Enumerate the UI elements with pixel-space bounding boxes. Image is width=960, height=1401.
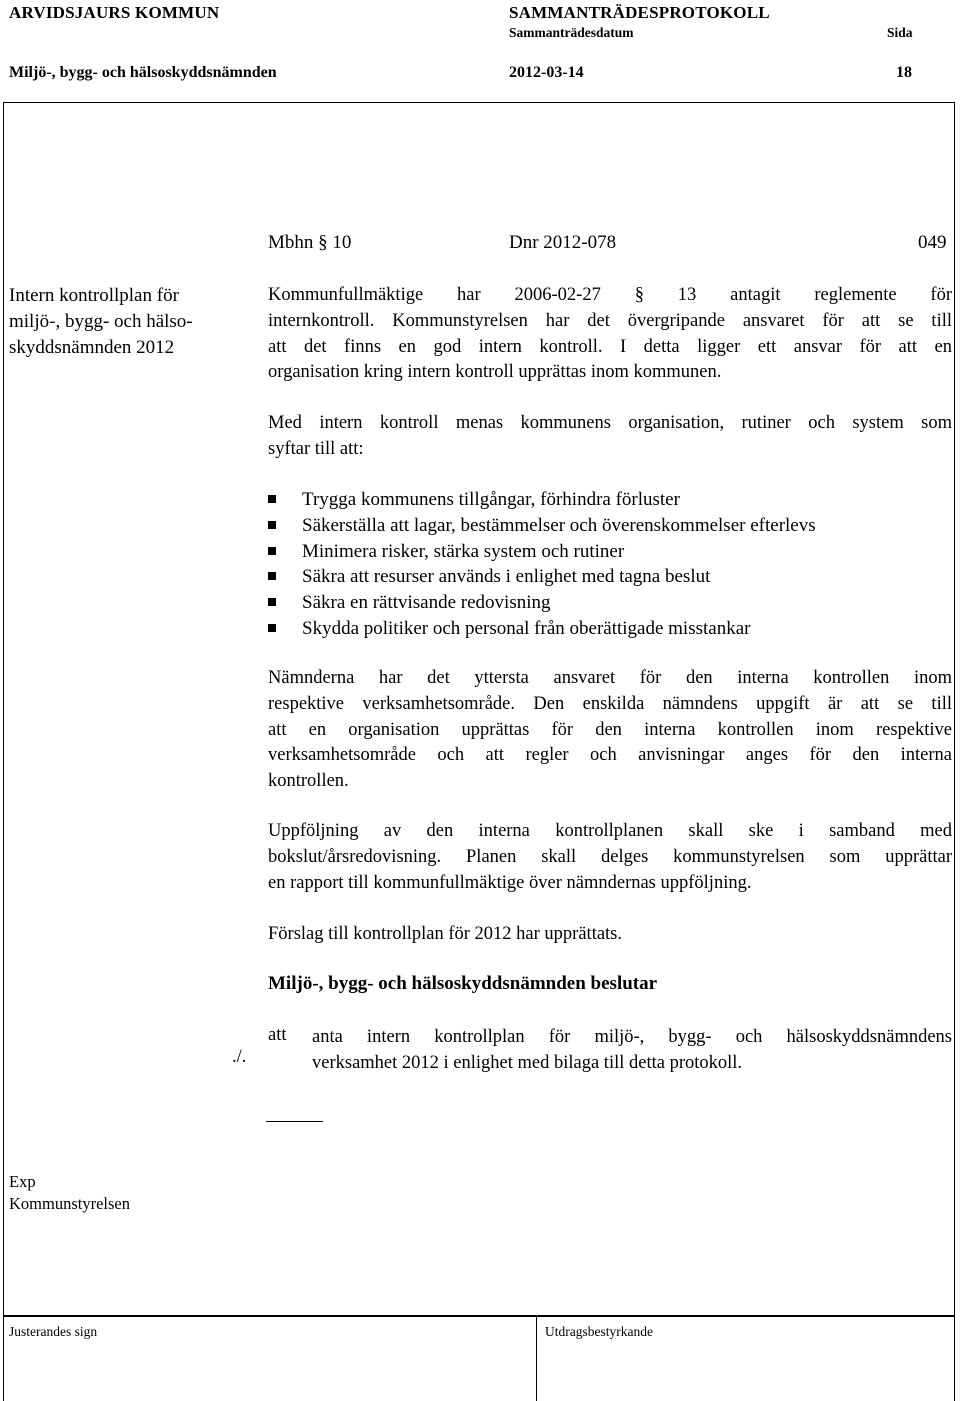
square-bullet-icon [268, 521, 276, 529]
list-item [268, 513, 816, 539]
square-bullet-icon [268, 624, 276, 632]
attachment-reference: ./. [232, 1047, 247, 1067]
document-title: SAMMANTRÄDESPROTOKOLL [509, 3, 770, 22]
text-line: organisation kring intern kontroll upprättas inom kommunen. [268, 362, 722, 383]
section-end-rule [266, 1121, 323, 1122]
list-item-text: Säkra en rättvisande redovisning [302, 592, 551, 614]
list-item-text: Skydda politiker och personal från oberättigade misstankar [302, 617, 751, 639]
list-item [268, 539, 816, 565]
text-line: respektive verksamhetsområde. Den enskilda nämndens uppgift är att se till [268, 693, 952, 714]
purpose-list [268, 487, 816, 642]
case-diary-number: Dnr 2012-078 [509, 232, 617, 253]
paragraph-followup [268, 819, 952, 896]
org-name: ARVIDSJAURS KOMMUN [9, 3, 220, 22]
text-line: bokslut/årsredovisning. Planen skall delges kommunstyrelsen som upprättar [268, 846, 952, 867]
list-item [268, 590, 816, 616]
item-title-line: skyddsnämnden 2012 [9, 336, 175, 358]
expedition [9, 1171, 130, 1215]
list-item-text: Trygga kommunens tillgångar, förhindra förluster [302, 489, 680, 510]
text-line: att en organisation upprättas för den interna kontrollen inom respektive [268, 719, 952, 740]
text-line: verksamhet 2012 i enlighet med bilaga till detta protokoll. [312, 1052, 743, 1073]
case-code: 049 [918, 232, 947, 253]
text-line: internkontroll. Kommunstyrelsen har det övergripande ansvaret för att se till [268, 310, 952, 331]
list-item-text: Säkra att resurser används i enlighet med tagna beslut [302, 566, 711, 588]
list-item-text: Minimera risker, stärka system och rutiner [302, 540, 625, 562]
footer-signature-label: Justerandes sign [9, 1324, 98, 1339]
text-line: Kommunfullmäktige har 2006-02-27 § 13 antagit reglemente för [268, 285, 952, 305]
text-line: Med intern kontroll menas kommunens organisation, rutiner och system som [268, 413, 952, 433]
text-line: en rapport till kommunfullmäktige över nämndernas uppföljning. [268, 872, 752, 893]
text-line: att det finns en god intern kontroll. I detta ligger ett ansvar för att en [268, 336, 952, 357]
item-title-line: miljö-, bygg- och hälso- [9, 310, 193, 332]
expedition-recipient: Kommunstyrelsen [9, 1194, 130, 1213]
list-item [268, 616, 816, 642]
decision-att: att [268, 1025, 287, 1045]
footer-divider [536, 1316, 537, 1401]
list-item-text: Säkerställa att lagar, bestämmelser och överenskommelser efterlevs [302, 514, 816, 536]
item-title [9, 283, 249, 360]
text-line: verksamhetsområde och att regler och anvisningar anges för den interna [268, 745, 952, 766]
list-item [268, 487, 816, 513]
item-title-line: Intern kontrollplan för [9, 285, 179, 306]
committee-name: Miljö-, bygg- och hälsoskyddsnämnden [9, 64, 277, 81]
square-bullet-icon [268, 547, 276, 555]
text-line: anta intern kontrollplan för miljö-, bygg- och hälsoskyddsnämndens [312, 1027, 952, 1047]
meeting-date-label: Sammanträdesdatum [509, 25, 634, 40]
footer-frame [3, 1316, 955, 1401]
footer-certification-label: Utdragsbestyrkande [545, 1324, 653, 1339]
list-item [268, 564, 816, 590]
paragraph-responsibility [268, 666, 952, 795]
text-line: Nämnderna har det yttersta ansvaret för den interna kontrollen inom [268, 668, 952, 688]
text-line: kontrollen. [268, 771, 349, 792]
square-bullet-icon [268, 572, 276, 580]
meeting-date: 2012-03-14 [509, 64, 584, 81]
expedition-label: Exp [9, 1172, 36, 1191]
text-line: Uppföljning av den interna kontrollplanen skall ske i samband med [268, 821, 952, 841]
decision-heading: Miljö-, bygg- och hälsoskyddsnämnden beslutar [268, 973, 658, 994]
square-bullet-icon [268, 495, 276, 503]
case-paragraph-number: Mbhn § 10 [268, 232, 352, 253]
page-label: Sida [887, 25, 913, 40]
square-bullet-icon [268, 598, 276, 606]
text-line: syftar till att: [268, 438, 364, 459]
text-line: Förslag till kontrollplan för 2012 har upprättats. [268, 924, 623, 944]
paragraph-proposal [268, 922, 952, 948]
page-number: 18 [896, 64, 912, 81]
paragraph-background [268, 283, 952, 386]
decision-text [312, 1025, 952, 1077]
paragraph-definition [268, 411, 952, 463]
